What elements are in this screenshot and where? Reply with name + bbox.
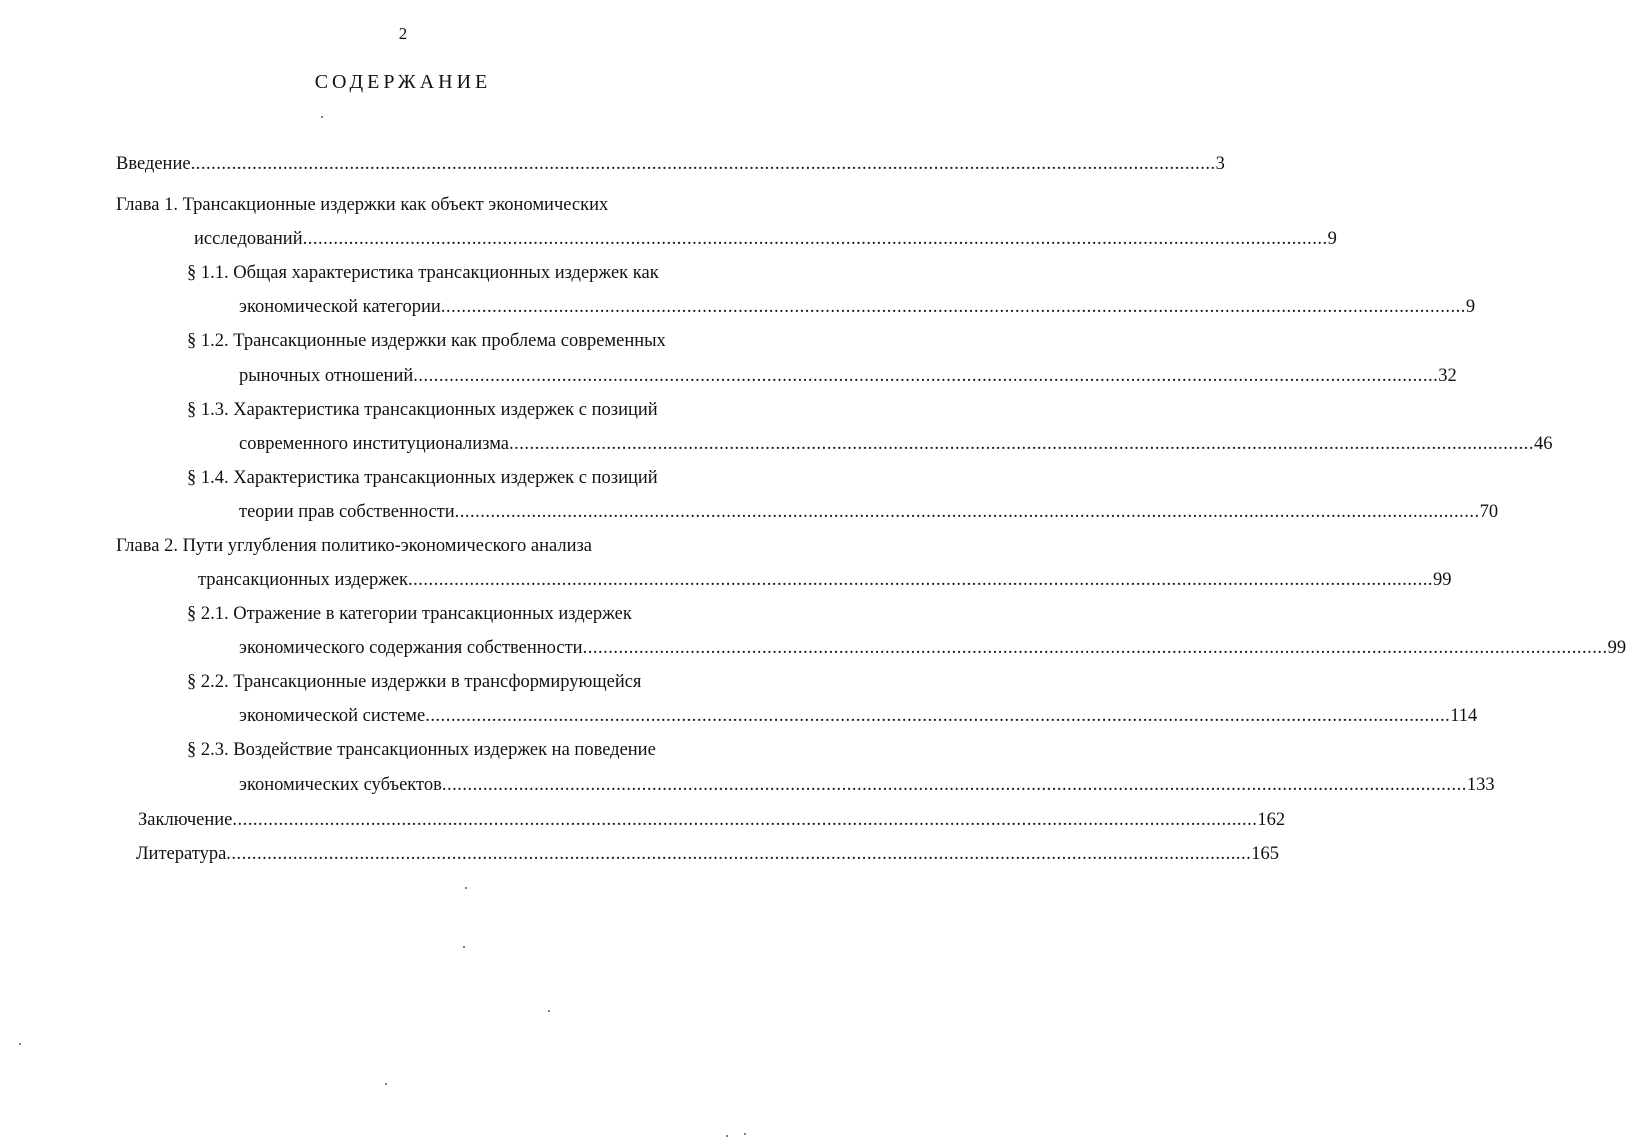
toc-entry-label: экономической категории <box>239 297 441 317</box>
toc-page-number: 114 <box>1450 706 1478 726</box>
toc-chapter-2-title <box>116 534 736 558</box>
scan-speck <box>19 1043 21 1045</box>
toc-entry-label: исследований <box>194 229 303 249</box>
toc-section-2-2 <box>239 704 1478 728</box>
toc-entry-label: экономических субъектов <box>239 775 442 795</box>
scan-speck <box>744 1133 746 1135</box>
leader-dots: ........................................................................................................................................................................................................ <box>190 154 1216 174</box>
page-title: СОДЕРЖАНИЕ <box>314 71 492 93</box>
toc-entry-label: экономического содержания собственности <box>239 638 583 658</box>
toc-entry-literature <box>136 842 1280 866</box>
toc-chapter-1-title <box>116 193 736 217</box>
scan-speck <box>321 116 323 118</box>
toc-section-1-4 <box>239 500 1499 524</box>
toc-section-1-2 <box>239 364 1457 388</box>
toc-section-1-1-title <box>187 261 747 285</box>
leader-dots: ........................................................................................................................................................................................................ <box>509 434 1535 454</box>
toc-section-1-1 <box>239 295 1476 319</box>
toc-page-number: 46 <box>1534 434 1553 454</box>
leader-dots: ........................................................................................................................................................................................................ <box>302 229 1328 249</box>
toc-page-number: 162 <box>1257 810 1286 830</box>
toc-section-1-3 <box>239 432 1553 456</box>
toc-entry-label: теории прав собственности <box>239 502 455 522</box>
scan-speck <box>385 1083 387 1085</box>
toc-entry-label: Литература <box>136 844 227 864</box>
leader-dots: ........................................................................................................................................................................................................ <box>407 570 1433 590</box>
toc-chapter-1 <box>194 227 1337 251</box>
toc-page-number: 9 <box>1465 297 1476 317</box>
toc-entry-label: § 1.1. Общая характеристика трансакционных издержек как <box>187 263 659 283</box>
page-number: 2 <box>398 24 408 43</box>
toc-entry-label: § 2.1. Отражение в категории трансакционных издержек <box>187 604 632 624</box>
toc-section-1-4-title <box>187 466 747 490</box>
toc-section-2-2-title <box>187 670 747 694</box>
toc-chapter-2 <box>198 568 1452 592</box>
toc-entry-label: Глава 1. Трансакционные издержки как объект экономических <box>116 195 609 215</box>
toc-entry-label: § 2.2. Трансакционные издержки в трансформирующейся <box>187 672 642 692</box>
toc-page-number: 9 <box>1327 229 1337 249</box>
toc-section-2-3 <box>239 773 1495 797</box>
toc-section-1-3-title <box>187 398 747 422</box>
leader-dots: ........................................................................................................................................................................................................ <box>441 775 1467 795</box>
scan-speck <box>463 946 465 948</box>
toc-entry-label: Введение <box>116 154 191 174</box>
scan-speck <box>548 1010 550 1012</box>
toc-entry-label: Глава 2. Пути углубления политико-экономического анализа <box>116 536 593 556</box>
toc-page-number: 70 <box>1479 502 1499 522</box>
toc-section-1-2-title <box>187 329 747 353</box>
toc-entry-label: современного институционализма <box>239 434 510 454</box>
toc-entry-label: § 1.3. Характеристика трансакционных издержек с позиций <box>187 400 658 420</box>
toc-entry-introduction <box>116 152 1225 176</box>
toc-entry-label: экономической системе <box>239 706 426 726</box>
toc-page-number: 165 <box>1251 844 1280 864</box>
scan-speck <box>726 1135 728 1137</box>
toc-entry-label: § 1.2. Трансакционные издержки как проблема современных <box>187 331 666 351</box>
toc-entry-conclusion <box>138 808 1286 832</box>
toc-section-2-1-title <box>187 602 747 626</box>
toc-entry-label: Заключение <box>138 810 233 830</box>
toc-entry-label: § 1.4. Характеристика трансакционных издержек с позиций <box>187 468 658 488</box>
leader-dots: ........................................................................................................................................................................................................ <box>582 638 1608 658</box>
leader-dots: ........................................................................................................................................................................................................ <box>413 366 1439 386</box>
leader-dots: ........................................................................................................................................................................................................ <box>440 297 1466 317</box>
leader-dots: ........................................................................................................................................................................................................ <box>232 810 1258 830</box>
toc-entry-label: рыночных отношений <box>239 366 414 386</box>
toc-page-number: 99 <box>1607 638 1626 658</box>
toc-page-number: 32 <box>1438 366 1457 386</box>
leader-dots: ........................................................................................................................................................................................................ <box>425 706 1451 726</box>
scan-speck <box>465 887 467 889</box>
leader-dots: ........................................................................................................................................................................................................ <box>226 844 1252 864</box>
toc-page-number: 3 <box>1215 154 1225 174</box>
toc-page-number: 99 <box>1432 570 1452 590</box>
toc-section-2-1 <box>239 636 1626 660</box>
leader-dots: ........................................................................................................................................................................................................ <box>454 502 1480 522</box>
toc-entry-label: трансакционных издержек <box>198 570 408 590</box>
toc-page-number: 133 <box>1466 775 1495 795</box>
toc-entry-label: § 2.3. Воздействие трансакционных издержек на поведение <box>187 740 656 760</box>
toc-section-2-3-title <box>187 738 747 762</box>
